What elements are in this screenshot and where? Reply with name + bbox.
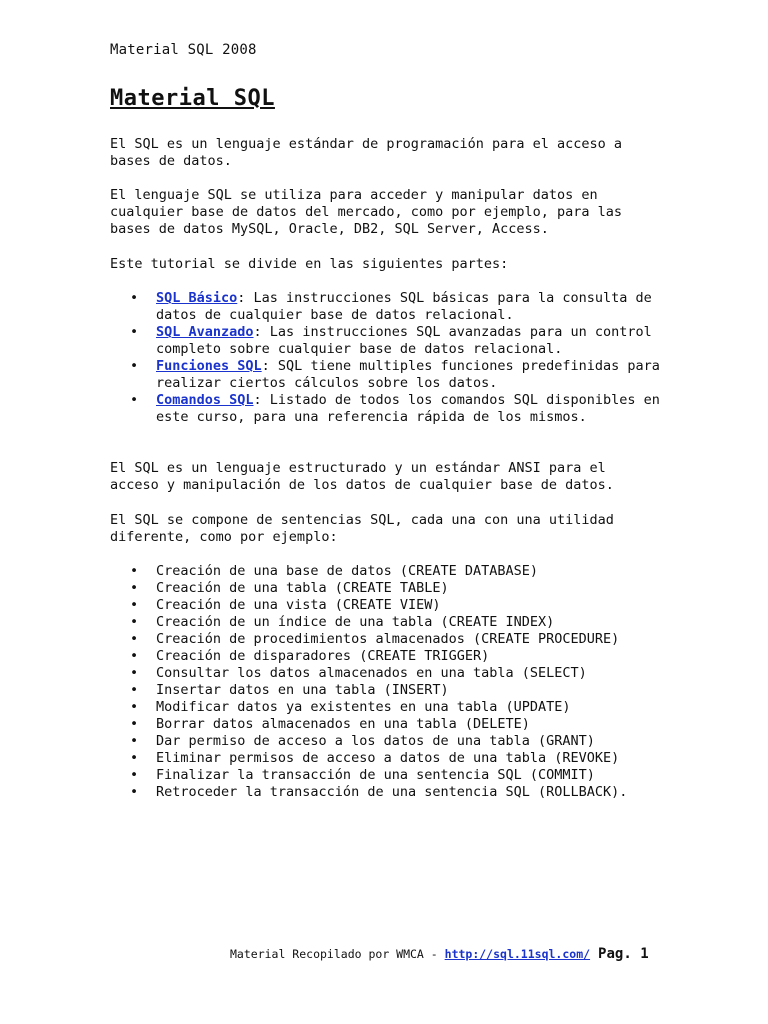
list-item: • Borrar datos almacenados en una tabla (DELETE) xyxy=(110,716,665,733)
list-item: • Creación de un índice de una tabla (CREATE INDEX) xyxy=(110,614,665,631)
list-item: • Creación de una tabla (CREATE TABLE) xyxy=(110,580,665,597)
list-item: • Retroceder la transacción de una sentencia SQL (ROLLBACK). xyxy=(110,784,665,801)
link-funciones-sql[interactable]: Funciones SQL xyxy=(156,358,262,374)
list-item: • Insertar datos en una tabla (INSERT) xyxy=(110,682,665,699)
list-item xyxy=(110,358,665,392)
list-item: • Creación de procedimientos almacenados (CREATE PROCEDURE) xyxy=(110,631,665,648)
list-item xyxy=(110,324,665,358)
list-item: • Creación de una base de datos (CREATE DATABASE) xyxy=(110,563,665,580)
list-item xyxy=(110,290,665,324)
footer-credit: Material Recopilado por WMCA - xyxy=(230,947,445,961)
link-sql-basico[interactable]: SQL Básico xyxy=(156,290,238,306)
list-item: • Eliminar permisos de acceso a datos de una tabla (REVOKE) xyxy=(110,750,665,767)
usage-paragraph: El lenguaje SQL se utiliza para acceder y manipular datos en cualquier base de datos del mercado, como por ejemplo, para las bases de datos MySQL, Oracle, DB2, SQL Server, Access. xyxy=(110,187,623,237)
statements-list xyxy=(110,563,665,801)
page-header: Material SQL 2008 xyxy=(110,42,257,58)
footer-url-link[interactable]: http://sql.11sql.com/ xyxy=(444,947,591,961)
link-sql-avanzado[interactable]: SQL Avanzado xyxy=(156,324,254,340)
intro-paragraph: El SQL es un lenguaje estándar de programación para el acceso a bases de datos. xyxy=(110,136,623,169)
list-item: • Modificar datos ya existentes en una tabla (UPDATE) xyxy=(110,699,665,716)
list-item: • Creación de disparadores (CREATE TRIGGER) xyxy=(110,648,665,665)
list-item: • Finalizar la transacción de una sentencia SQL (COMMIT) xyxy=(110,767,665,784)
link-comandos-sql[interactable]: Comandos SQL xyxy=(156,392,254,408)
page-number: Pag. 1 xyxy=(598,946,649,962)
parts-intro-paragraph: Este tutorial se divide en las siguientes partes: xyxy=(110,256,509,272)
list-item-text: : SQL tiene multiples funciones predefinidas para realizar ciertos cálculos sobre los datos. xyxy=(156,358,660,391)
list-item: • Dar permiso de acceso a los datos de una tabla (GRANT) xyxy=(110,733,665,750)
list-item: • Consultar los datos almacenados en una tabla (SELECT) xyxy=(110,665,665,682)
list-item xyxy=(110,392,665,426)
list-item-text: : Las instrucciones SQL avanzadas para un control completo sobre cualquier base de datos relacional. xyxy=(156,324,652,357)
page-footer xyxy=(230,946,670,962)
list-item-text: : Listado de todos los comandos SQL disponibles en este curso, para una referencia rápida de los mismos. xyxy=(156,392,660,425)
statements-intro-paragraph: El SQL se compone de sentencias SQL, cada una con una utilidad diferente, como por ejemplo: xyxy=(110,512,614,545)
document-title: Material SQL xyxy=(110,86,275,111)
parts-list xyxy=(110,290,665,426)
list-item-text: : Las instrucciones SQL básicas para la consulta de datos de cualquier base de datos relacional. xyxy=(156,290,652,323)
list-item: • Creación de una vista (CREATE VIEW) xyxy=(110,597,665,614)
ansi-paragraph: El SQL es un lenguaje estructurado y un estándar ANSI para el acceso y manipulación de los datos de cualquier base de datos. xyxy=(110,460,614,493)
